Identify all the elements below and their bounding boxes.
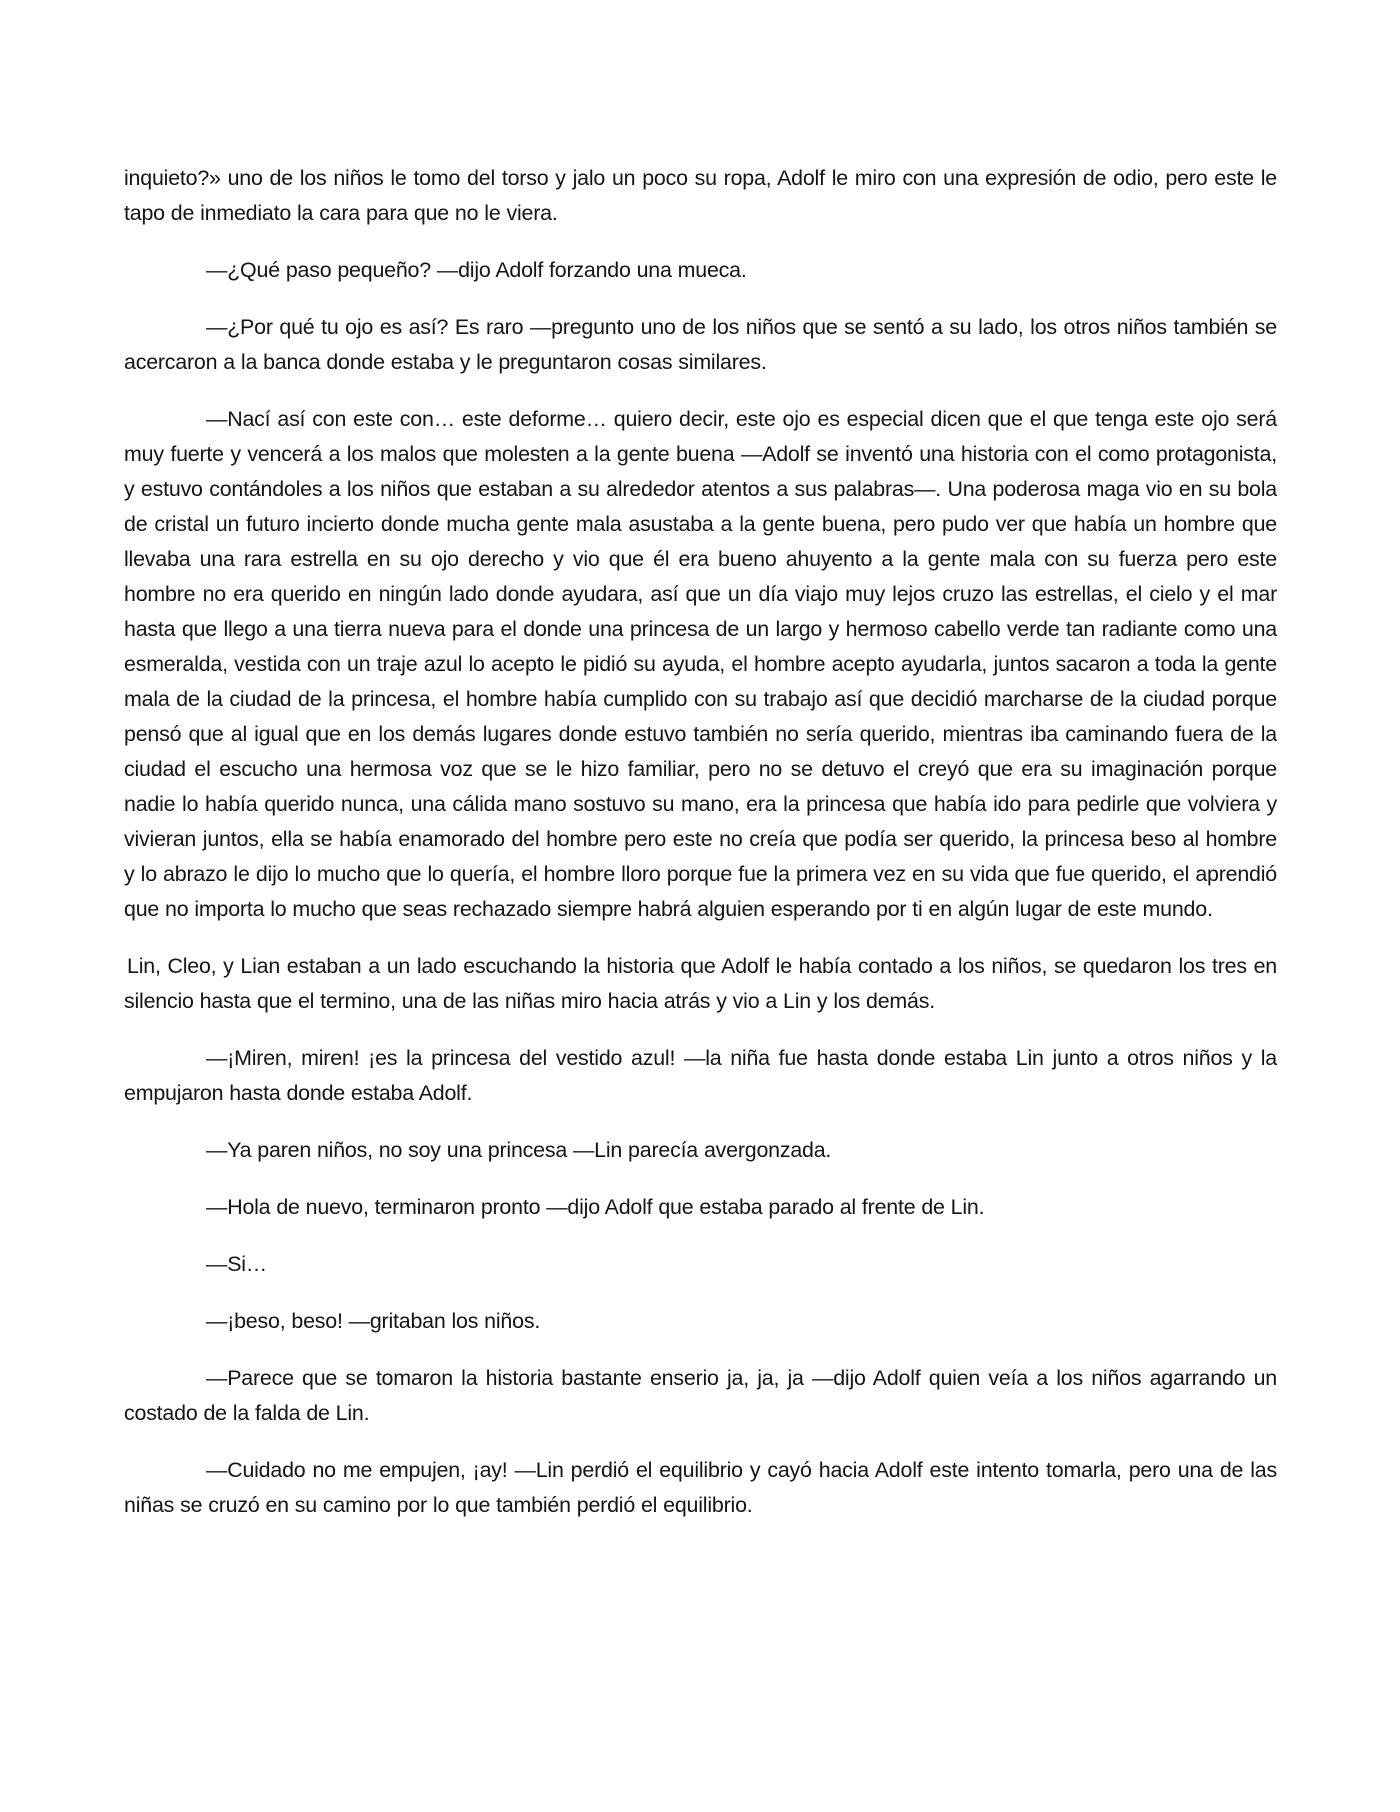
paragraph: —Nací así con este con… este deforme… quiero decir, este ojo es especial dicen que el que tenga este ojo será muy fuerte y vencerá a los malos que molesten a la gente buena —Adolf se inventó una historia con el como protagonista, y estuvo contándoles a los niños que estaban a su alrededor atentos a sus palabras—. Una poderosa maga vio en su bola de cristal un futuro incierto donde mucha gente mala asustaba a la gente buena, pero pudo ver que había un hombre que llevaba una rara estrella en su ojo derecho y vio que él era bueno ahuyento a la gente mala con su fuerza pero este hombre no era querido en ningún lado donde ayudara, así que un día viajo muy lejos cruzo las estrellas, el cielo y el mar hasta que llego a una tierra nueva para el donde una princesa de un largo y hermoso cabello verde tan radiante como una esmeralda, vestida con un traje azul lo acepto le pidió su ayuda, el hombre acepto ayudarla, juntos sacaron a toda la gente mala de la ciudad de la princesa, el hombre había cumplido con su trabajo así que decidió marcharse de la ciudad porque pensó que al igual que en los demás lugares donde estuvo también no sería querido, mientras iba caminando fuera de la ciudad el escucho una hermosa voz que se le hizo familiar, pero no se detuvo el creyó que era su imaginación porque nadie lo había querido nunca, una cálida mano sostuvo su mano, era la princesa que había ido para pedirle que volviera y vivieran juntos, ella se había enamorado del hombre pero este no creía que podía ser querido, la princesa beso al hombre y lo abrazo le dijo lo mucho que lo quería, el hombre lloro porque fue la primera vez en su vida que fue querido, el aprendió que no importa lo mucho que seas rechazado siempre habrá alguien esperando por ti en algún lugar de este mundo. (124, 407, 1277, 921)
paragraph: —Ya paren niños, no soy una princesa —Lin parecía avergonzada. (206, 1138, 832, 1162)
paragraph: —Hola de nuevo, terminaron pronto —dijo Adolf que estaba parado al frente de Lin. (206, 1195, 985, 1219)
paragraph: inquieto?» uno de los niños le tomo del torso y jalo un poco su ropa, Adolf le miro con una expresión de odio, pero este le tapo de inmediato la cara para que no le viera. (124, 166, 1277, 225)
paragraph: —¿Por qué tu ojo es así? Es raro —pregunto uno de los niños que se sentó a su lado, los otros niños también se acercaron a la banca donde estaba y le preguntaron cosas similares. (124, 315, 1277, 374)
paragraph: —Parece que se tomaron la historia bastante enserio ja, ja, ja —dijo Adolf quien veía a los niños agarrando un costado de la falda de Lin. (124, 1366, 1277, 1425)
paragraph: —Si… (206, 1252, 268, 1276)
paragraph: —¿Qué paso pequeño? —dijo Adolf forzando una mueca. (206, 258, 747, 282)
paragraph: —¡Miren, miren! ¡es la princesa del vestido azul! —la niña fue hasta donde estaba Lin junto a otros niños y la empujaron hasta donde estaba Adolf. (124, 1046, 1277, 1105)
paragraph: —¡beso, beso! —gritaban los niños. (206, 1309, 541, 1333)
paragraph: Lin, Cleo, y Lian estaban a un lado escuchando la historia que Adolf le había contado a los niños, se quedaron los tres en silencio hasta que el termino, una de las niñas miro hacia atrás y vio a Lin y los demás. (124, 954, 1277, 1013)
paragraph: —Cuidado no me empujen, ¡ay! —Lin perdió el equilibrio y cayó hacia Adolf este intento tomarla, pero una de las niñas se cruzó en su camino por lo que también perdió el equilibrio. (124, 1458, 1277, 1517)
